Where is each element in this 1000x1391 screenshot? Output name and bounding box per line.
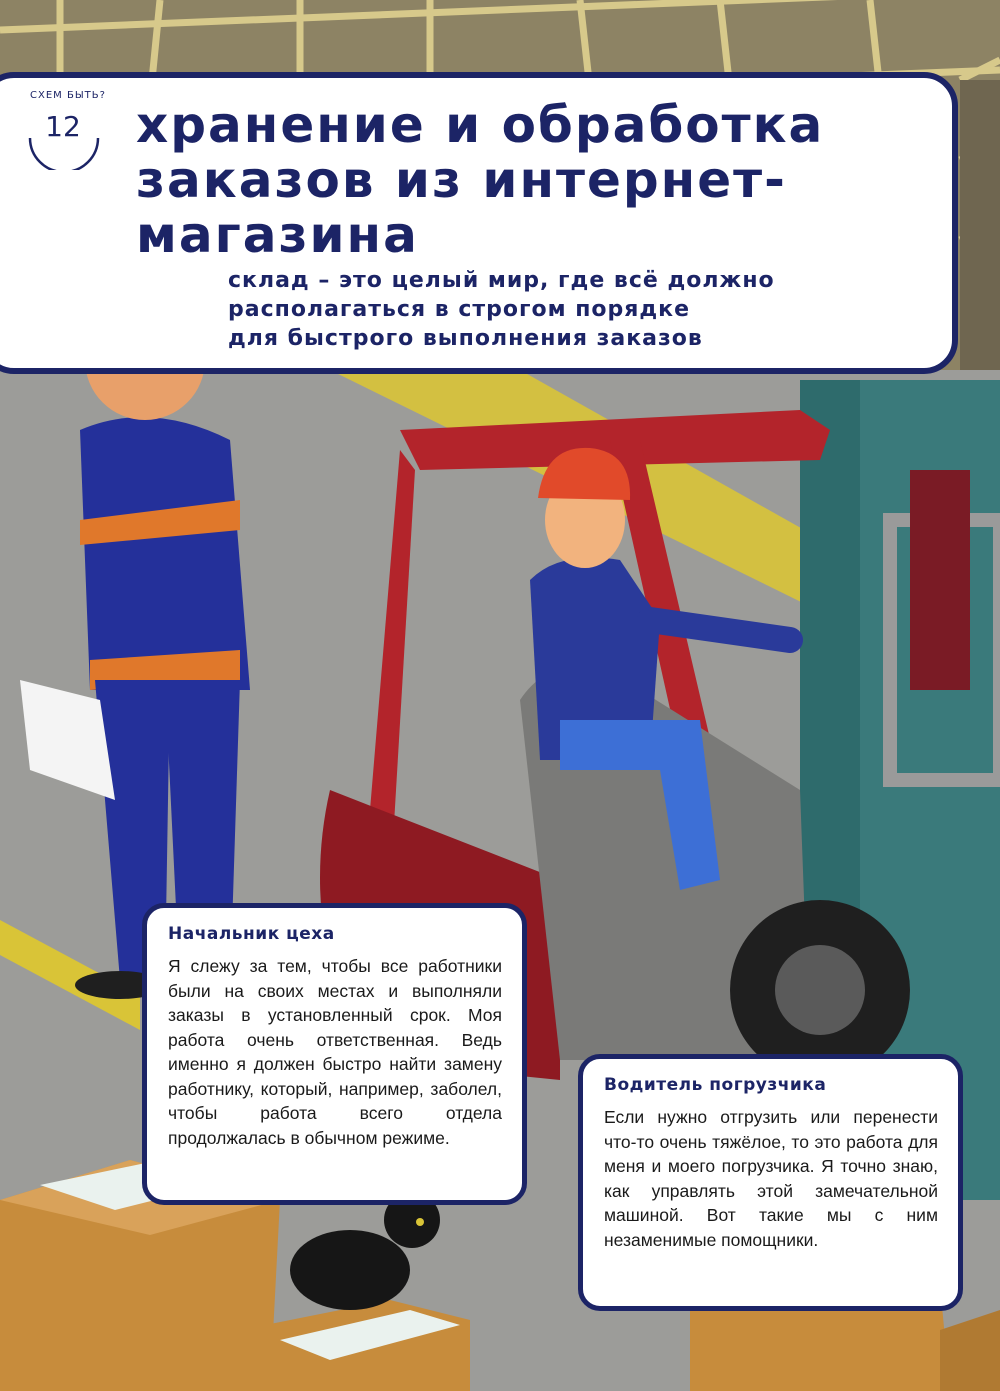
page-subtitle: [228, 266, 928, 353]
subtitle-line: склад – это целый мир, где всё должно: [228, 268, 775, 293]
title-line: магазина: [136, 206, 419, 264]
title-line: хранение и обработка: [136, 96, 825, 154]
driver-card: [578, 1054, 963, 1311]
foreman-card-heading: Начальник цеха: [168, 924, 335, 944]
driver-card-heading: Водитель погрузчика: [604, 1075, 827, 1095]
title-line: заказов из интернет-: [136, 151, 787, 209]
badge-arc-text: СХЕМ БЫТЬ?: [30, 90, 106, 101]
page-number: 12: [45, 110, 81, 143]
subtitle-line: для быстрого выполнения заказов: [228, 326, 703, 351]
page-title: [136, 98, 916, 263]
foreman-card: [142, 903, 527, 1205]
driver-card-text: Если нужно отгрузить или перенести что-то очень тяжёлое, то это работа для меня и моего погрузчика. Я точно знаю, как управлять этой замечательной машиной. Вот такие мы с ним незаменимые помощники.: [604, 1107, 938, 1250]
subtitle-line: располагаться в строгом порядке: [228, 297, 691, 322]
foreman-card-text: Я слежу за тем, чтобы все работники были на своих местах и выполняли заказы в установленный срок. Моя работа очень ответственная. Ведь именно я должен быстро найти замену работнику, который, например, заболел, чтобы работа всего отдела продолжалась в обычном режиме.: [168, 956, 502, 1148]
